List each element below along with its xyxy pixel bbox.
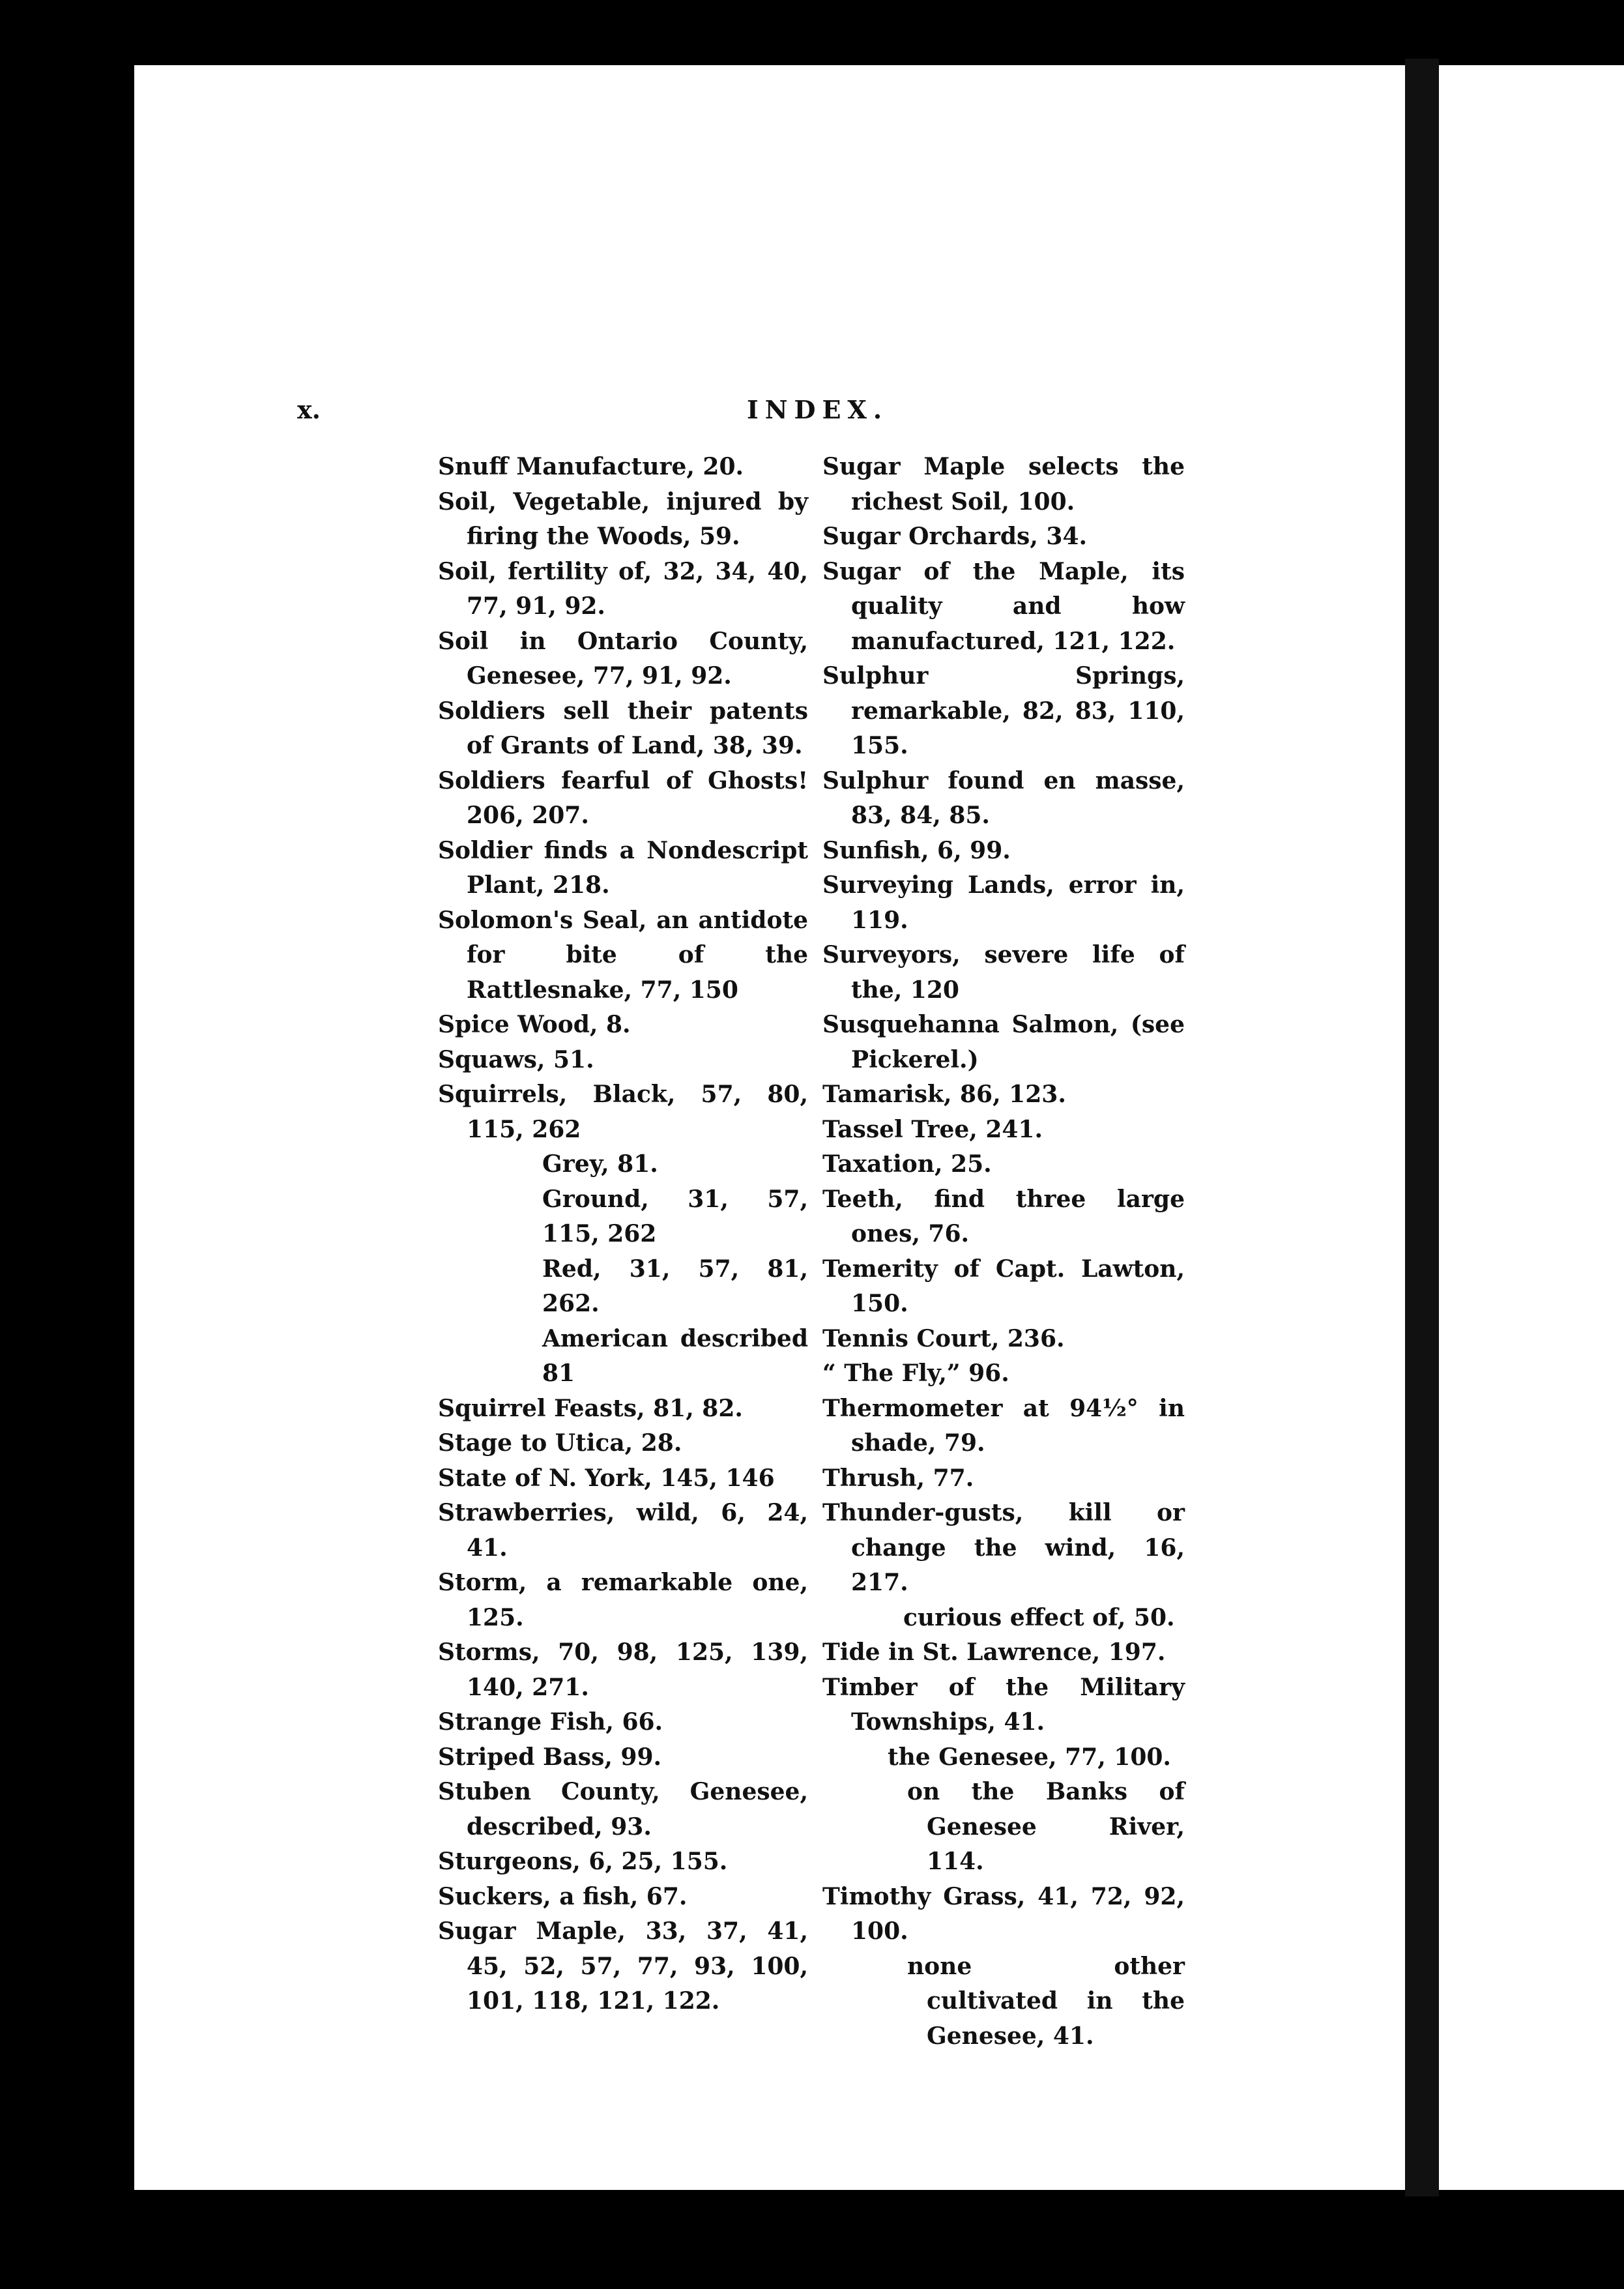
index-subentry: American described 81	[542, 1324, 808, 1387]
index-entry: Squaws, 51.	[438, 1045, 594, 1073]
index-subentry: on the Banks of Genesee River, 114.	[907, 1778, 1185, 1875]
index-subentry: curious effect of, 50.	[903, 1603, 1175, 1631]
index-subentry: Grey, 81.	[542, 1150, 658, 1178]
index-entry: Susquehanna Salmon, (see Pickerel.)	[822, 1011, 1185, 1073]
index-entry: Tamarisk, 86, 123.	[822, 1081, 1066, 1108]
index-entry: Soil, Vegetable, injured by firing the Woods, 59.	[438, 488, 808, 550]
index-entry: Surveying Lands, error in, 119.	[822, 871, 1185, 934]
index-entry: Suckers, a fish, 67.	[438, 1882, 688, 1910]
index-entry: Thunder-gusts, kill or change the wind, 16, 217.	[822, 1499, 1185, 1596]
index-column-right	[822, 450, 1185, 2054]
page-header	[297, 395, 1183, 434]
index-entry: Temerity of Capt. Lawton, 150.	[822, 1255, 1185, 1317]
index-column-left	[438, 450, 808, 2019]
facing-page-edge	[1439, 65, 1624, 2190]
index-entry: Stage to Utica, 28.	[438, 1429, 682, 1457]
index-entry: Sulphur found en masse, 83, 84, 85.	[822, 766, 1185, 829]
index-entry: Soil, fertility of, 32, 34, 40, 77, 91, 92.	[438, 557, 808, 620]
index-entry: State of N. York, 145, 146	[438, 1464, 775, 1492]
index-entry: Sugar Orchards, 34.	[822, 523, 1088, 550]
index-entry: Soil in Ontario County, Genesee, 77, 91, 92.	[438, 627, 808, 690]
index-entry: Soldiers sell their patents of Grants of Land, 38, 39.	[438, 697, 808, 759]
index-entry: Thrush, 77.	[822, 1464, 974, 1492]
index-entry: Stuben County, Genesee, described, 93.	[438, 1778, 808, 1841]
index-entry: Teeth, find three large ones, 76.	[822, 1185, 1185, 1247]
index-entry: Storm, a remarkable one, 125.	[438, 1569, 808, 1631]
page-title: INDEX.	[747, 395, 889, 424]
index-subentry: Ground, 31, 57, 115, 262	[542, 1185, 808, 1247]
index-subentry: Red, 31, 57, 81, 262.	[542, 1255, 808, 1317]
index-entry: Spice Wood, 8.	[438, 1011, 631, 1038]
index-entry: Sulphur Springs, remarkable, 82, 83, 110, 155.	[822, 662, 1185, 759]
index-entry: Soldier finds a Nondescript Plant, 218.	[438, 836, 808, 899]
index-entry: Striped Bass, 99.	[438, 1743, 662, 1771]
index-entry: Squirrels, Black, 57, 80, 115, 262	[438, 1081, 808, 1143]
index-entry: Snuff Manufacture, 20.	[438, 453, 744, 480]
index-entry: Soldiers fearful of Ghosts! 206, 207.	[438, 766, 808, 829]
index-entry: Tassel Tree, 241.	[822, 1115, 1043, 1143]
index-entry: Surveyors, severe life of the, 120	[822, 941, 1185, 1004]
index-entry: Squirrel Feasts, 81, 82.	[438, 1394, 743, 1422]
index-entry: Strawberries, wild, 6, 24, 41.	[438, 1499, 808, 1562]
index-entry: Storms, 70, 98, 125, 139, 140, 271.	[438, 1639, 808, 1701]
index-entry: Timothy Grass, 41, 72, 92, 100.	[822, 1882, 1185, 1945]
index-entry: Taxation, 25.	[822, 1150, 992, 1178]
index-entry: Thermometer at 94½° in shade, 79.	[822, 1394, 1185, 1457]
index-entry: Sunfish, 6, 99.	[822, 836, 1011, 864]
index-subentry: none other cultivated in the Genesee, 41.	[907, 1952, 1185, 2050]
index-entry: Sugar Maple selects the richest Soil, 100.	[822, 453, 1185, 516]
index-subentry: the Genesee, 77, 100.	[888, 1743, 1171, 1771]
index-entry: Sugar Maple, 33, 37, 41, 45, 52, 57, 77, 93, 100, 101, 118, 121, 122.	[438, 1917, 808, 2015]
index-entry: Tide in St. Lawrence, 197.	[822, 1639, 1166, 1666]
index-entry: Solomon's Seal, an antidote for bite of the Rattlesnake, 77, 150	[438, 906, 808, 1004]
index-entry: Sturgeons, 6, 25, 155.	[438, 1848, 728, 1875]
page-number: x.	[297, 395, 321, 424]
page-gutter	[1405, 59, 1439, 2196]
index-entry: Strange Fish, 66.	[438, 1708, 663, 1736]
index-entry: Sugar of the Maple, its quality and how manufactured, 121, 122.	[822, 557, 1185, 655]
index-entry: Tennis Court, 236.	[822, 1324, 1065, 1352]
index-entry: “ The Fly,” 96.	[822, 1360, 1009, 1387]
index-entry: Timber of the Military Townships, 41.	[822, 1673, 1185, 1736]
